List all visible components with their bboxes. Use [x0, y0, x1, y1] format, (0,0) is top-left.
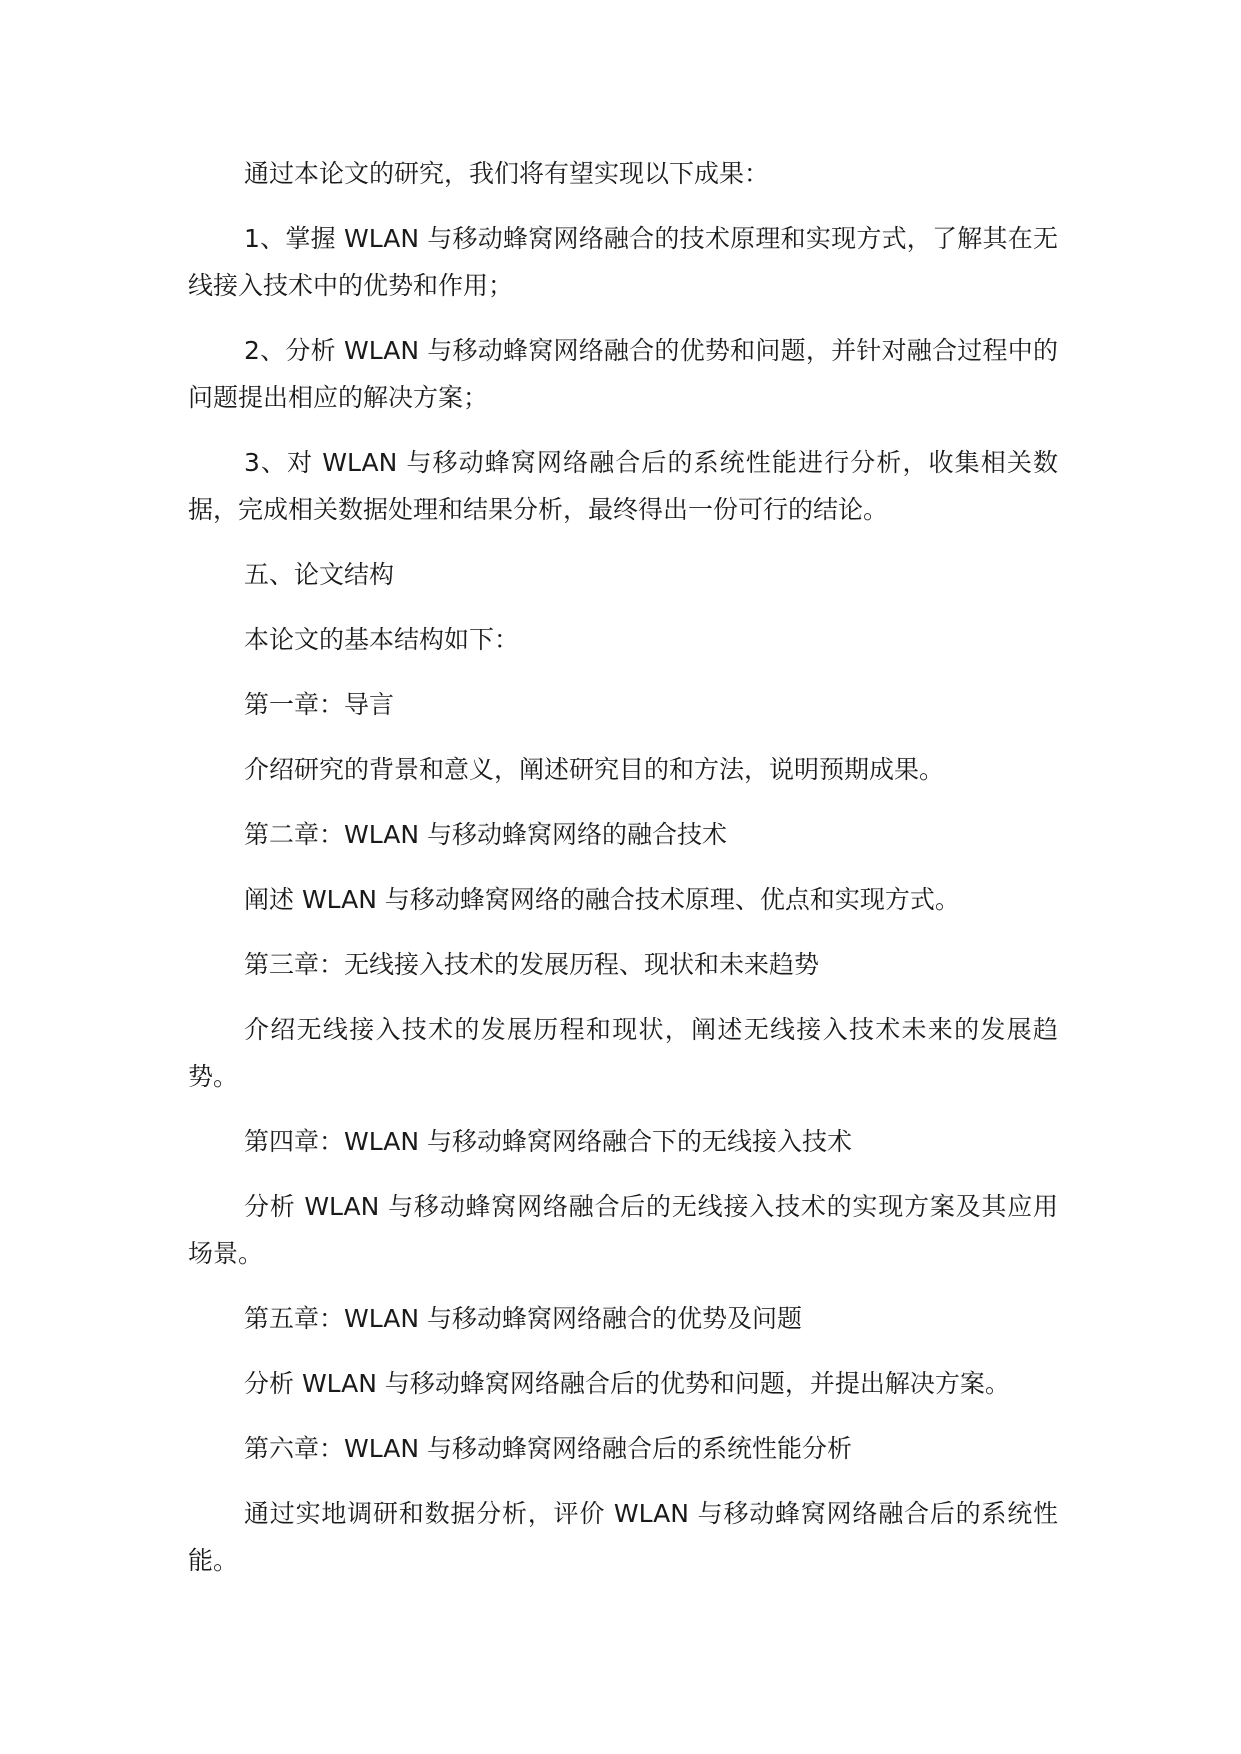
chapter-3-description: 介绍无线接入技术的发展历程和现状，阐述无线接入技术未来的发展趋势。: [188, 1015, 1058, 1091]
chapter-5-description: 分析 WLAN 与移动蜂窝网络融合后的优势和问题，并提出解决方案。: [244, 1369, 1010, 1398]
chapter-3-title: 第三章：无线接入技术的发展历程、现状和未来趋势: [244, 950, 820, 979]
paragraph-outcome-3: 3、对 WLAN 与移动蜂窝网络融合后的系统性能进行分析，收集相关数据，完成相关数据处理和结果分析，最终得出一份可行的结论。: [188, 448, 1058, 524]
paragraph-outcome-2: 2、分析 WLAN 与移动蜂窝网络融合的优势和问题，并针对融合过程中的问题提出相应的解决方案；: [188, 336, 1058, 412]
chapter-6-title: 第六章：WLAN 与移动蜂窝网络融合后的系统性能分析: [244, 1434, 852, 1463]
chapter-2-description: 阐述 WLAN 与移动蜂窝网络的融合技术原理、优点和实现方式。: [244, 885, 960, 914]
paragraph-outcome-1: 1、掌握 WLAN 与移动蜂窝网络融合的技术原理和实现方式，了解其在无线接入技术中的优势和作用；: [188, 224, 1058, 300]
section-heading-structure: 五、论文结构: [244, 560, 395, 589]
paragraph-structure-intro: 本论文的基本结构如下：: [244, 625, 520, 654]
document-body: [188, 150, 1058, 1602]
chapter-4-title: 第四章：WLAN 与移动蜂窝网络融合下的无线接入技术: [244, 1127, 852, 1156]
chapter-1-title: 第一章：导言: [244, 690, 395, 719]
paragraph-outcomes-intro: 通过本论文的研究，我们将有望实现以下成果：: [244, 159, 770, 188]
chapter-1-description: 介绍研究的背景和意义，阐述研究目的和方法，说明预期成果。: [244, 755, 945, 784]
chapter-2-title: 第二章：WLAN 与移动蜂窝网络的融合技术: [244, 820, 727, 849]
chapter-5-title: 第五章：WLAN 与移动蜂窝网络融合的优势及问题: [244, 1304, 802, 1333]
chapter-6-description: 通过实地调研和数据分析，评价 WLAN 与移动蜂窝网络融合后的系统性能。: [188, 1499, 1058, 1575]
chapter-4-description: 分析 WLAN 与移动蜂窝网络融合后的无线接入技术的实现方案及其应用场景。: [188, 1192, 1058, 1268]
